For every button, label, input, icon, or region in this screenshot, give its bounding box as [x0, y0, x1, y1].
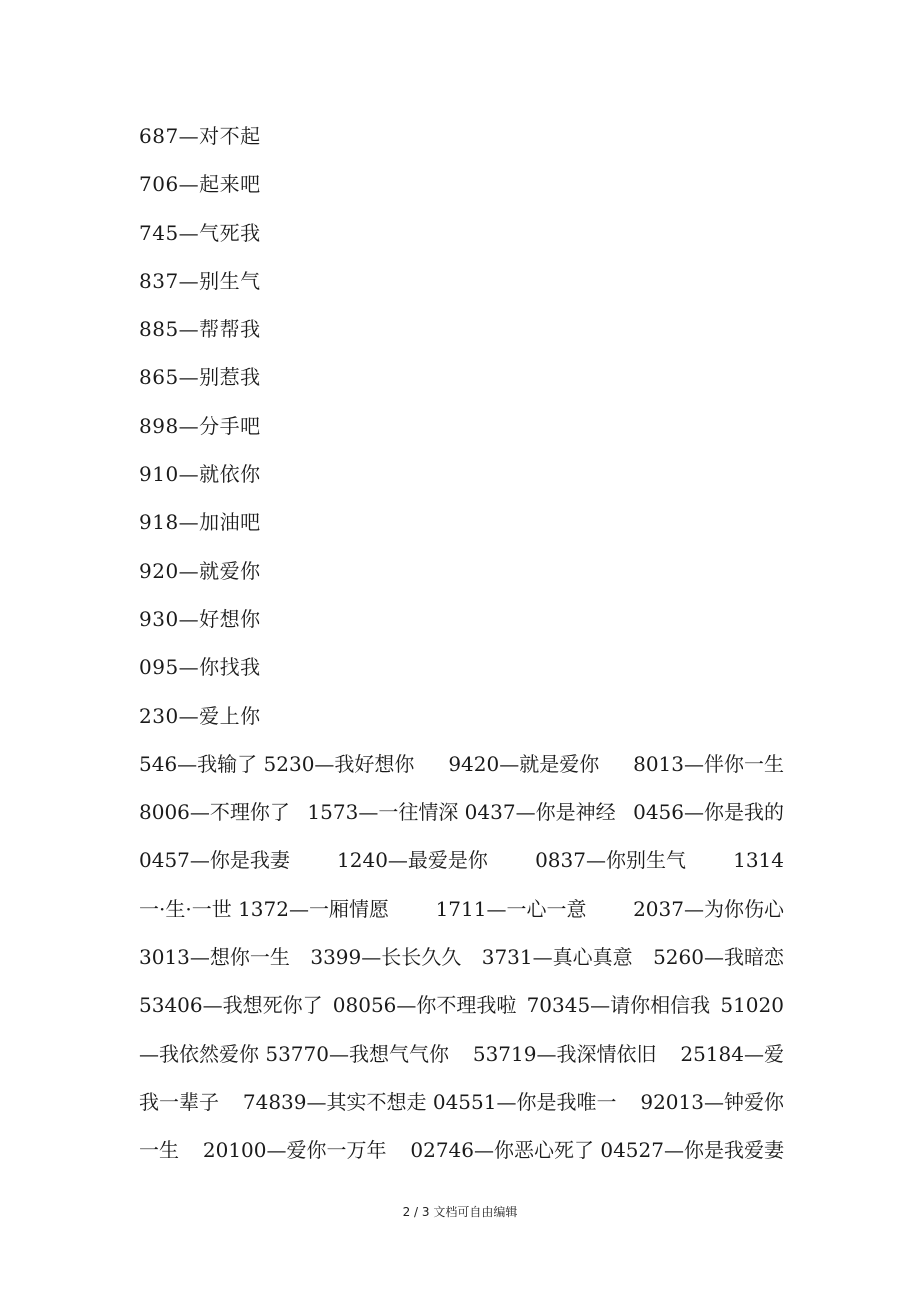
list-item: 898—分手吧 — [139, 413, 261, 438]
paragraph-segment: 一·生·一世 1372—一厢情愿 — [139, 896, 389, 921]
paragraph-segment: 02746—你恶心死了 04527—你是我爱妻 — [410, 1138, 784, 1163]
paragraph-segment: 3731—真心真意 — [481, 945, 633, 970]
paragraph-segment: 92013—钟爱你 — [640, 1089, 784, 1114]
paragraph-line — [139, 1078, 784, 1126]
list-item: 885—帮帮我 — [139, 317, 261, 342]
paragraph-segment: 53719—我深情依旧 — [472, 1041, 657, 1066]
document-body — [139, 112, 784, 1175]
list-item: 745—气死我 — [139, 220, 261, 245]
paragraph-segment: 一生 — [139, 1138, 179, 1163]
paragraph-segment: 74839—其实不想走 04551—你是我唯一 — [242, 1089, 617, 1114]
paragraph-segment: 0456—你是我的 — [633, 800, 784, 825]
list-item: 918—加油吧 — [139, 510, 261, 535]
paragraph-line — [139, 981, 784, 1029]
paragraph-segment: —我依然爱你 53770—我想气气你 — [139, 1041, 449, 1066]
paragraph-segment: 53406—我想死你了 — [139, 993, 323, 1018]
paragraph-line — [139, 1030, 784, 1078]
list-item: 687—对不起 — [139, 124, 261, 148]
paragraph-segment: 546—我输了 5230—我好想你 — [139, 751, 415, 776]
paragraph-segment: 1711—一心一意 — [435, 896, 587, 921]
paragraph-segment: 5260—我暗恋 — [653, 945, 784, 970]
paragraph-line — [139, 740, 784, 788]
paragraph-segment: 25184—爱 — [680, 1041, 784, 1066]
list-item: 837—别生气 — [139, 268, 261, 293]
paragraph-segment: 9420—就是爱你 — [448, 751, 600, 776]
list-item: 095—你找我 — [139, 655, 261, 680]
paragraph-segment: 8013—伴你一生 — [633, 751, 784, 776]
list-item: 920—就爱你 — [139, 558, 261, 583]
paragraph-segment: 0837—你别生气 — [535, 848, 686, 873]
paragraph-segment: 51020 — [720, 993, 784, 1018]
paragraph-segment: 3399—长长久久 — [310, 945, 462, 970]
list-item: 865—别惹我 — [139, 365, 261, 390]
paragraph-segment: 8006—不理你了 — [139, 800, 290, 825]
paragraph-segment: 2037—为你伤心 — [633, 896, 784, 921]
paragraph-segment: 70345—请你相信我 — [526, 993, 711, 1018]
paragraph-segment: 1240—最爱是你 — [337, 848, 488, 873]
list-item: 230—爱上你 — [139, 703, 261, 728]
paragraph-line — [139, 836, 784, 884]
page-footer: 2 / 3 文档可自由编辑 — [402, 1205, 518, 1219]
paragraph-line — [139, 933, 784, 981]
paragraph-segment: 1573—一往情深 0437—你是神经 — [307, 800, 616, 825]
paragraph-line — [139, 885, 784, 933]
paragraph-segment: 我一辈子 — [139, 1089, 219, 1114]
paragraph-line — [139, 788, 784, 836]
paragraph-segment: 3013—想你一生 — [139, 945, 290, 970]
paragraph-segment: 1314 — [733, 848, 784, 873]
list-item: 910—就依你 — [139, 462, 261, 487]
list-item: 706—起来吧 — [139, 172, 261, 197]
paragraph-segment: 0457—你是我妻 — [139, 848, 290, 873]
paragraph-segment: 08056—你不理我啦 — [332, 993, 517, 1018]
paragraph-line — [139, 1126, 784, 1174]
list-item: 930—好想你 — [139, 606, 261, 631]
paragraph-segment: 20100—爱你一万年 — [202, 1138, 387, 1163]
